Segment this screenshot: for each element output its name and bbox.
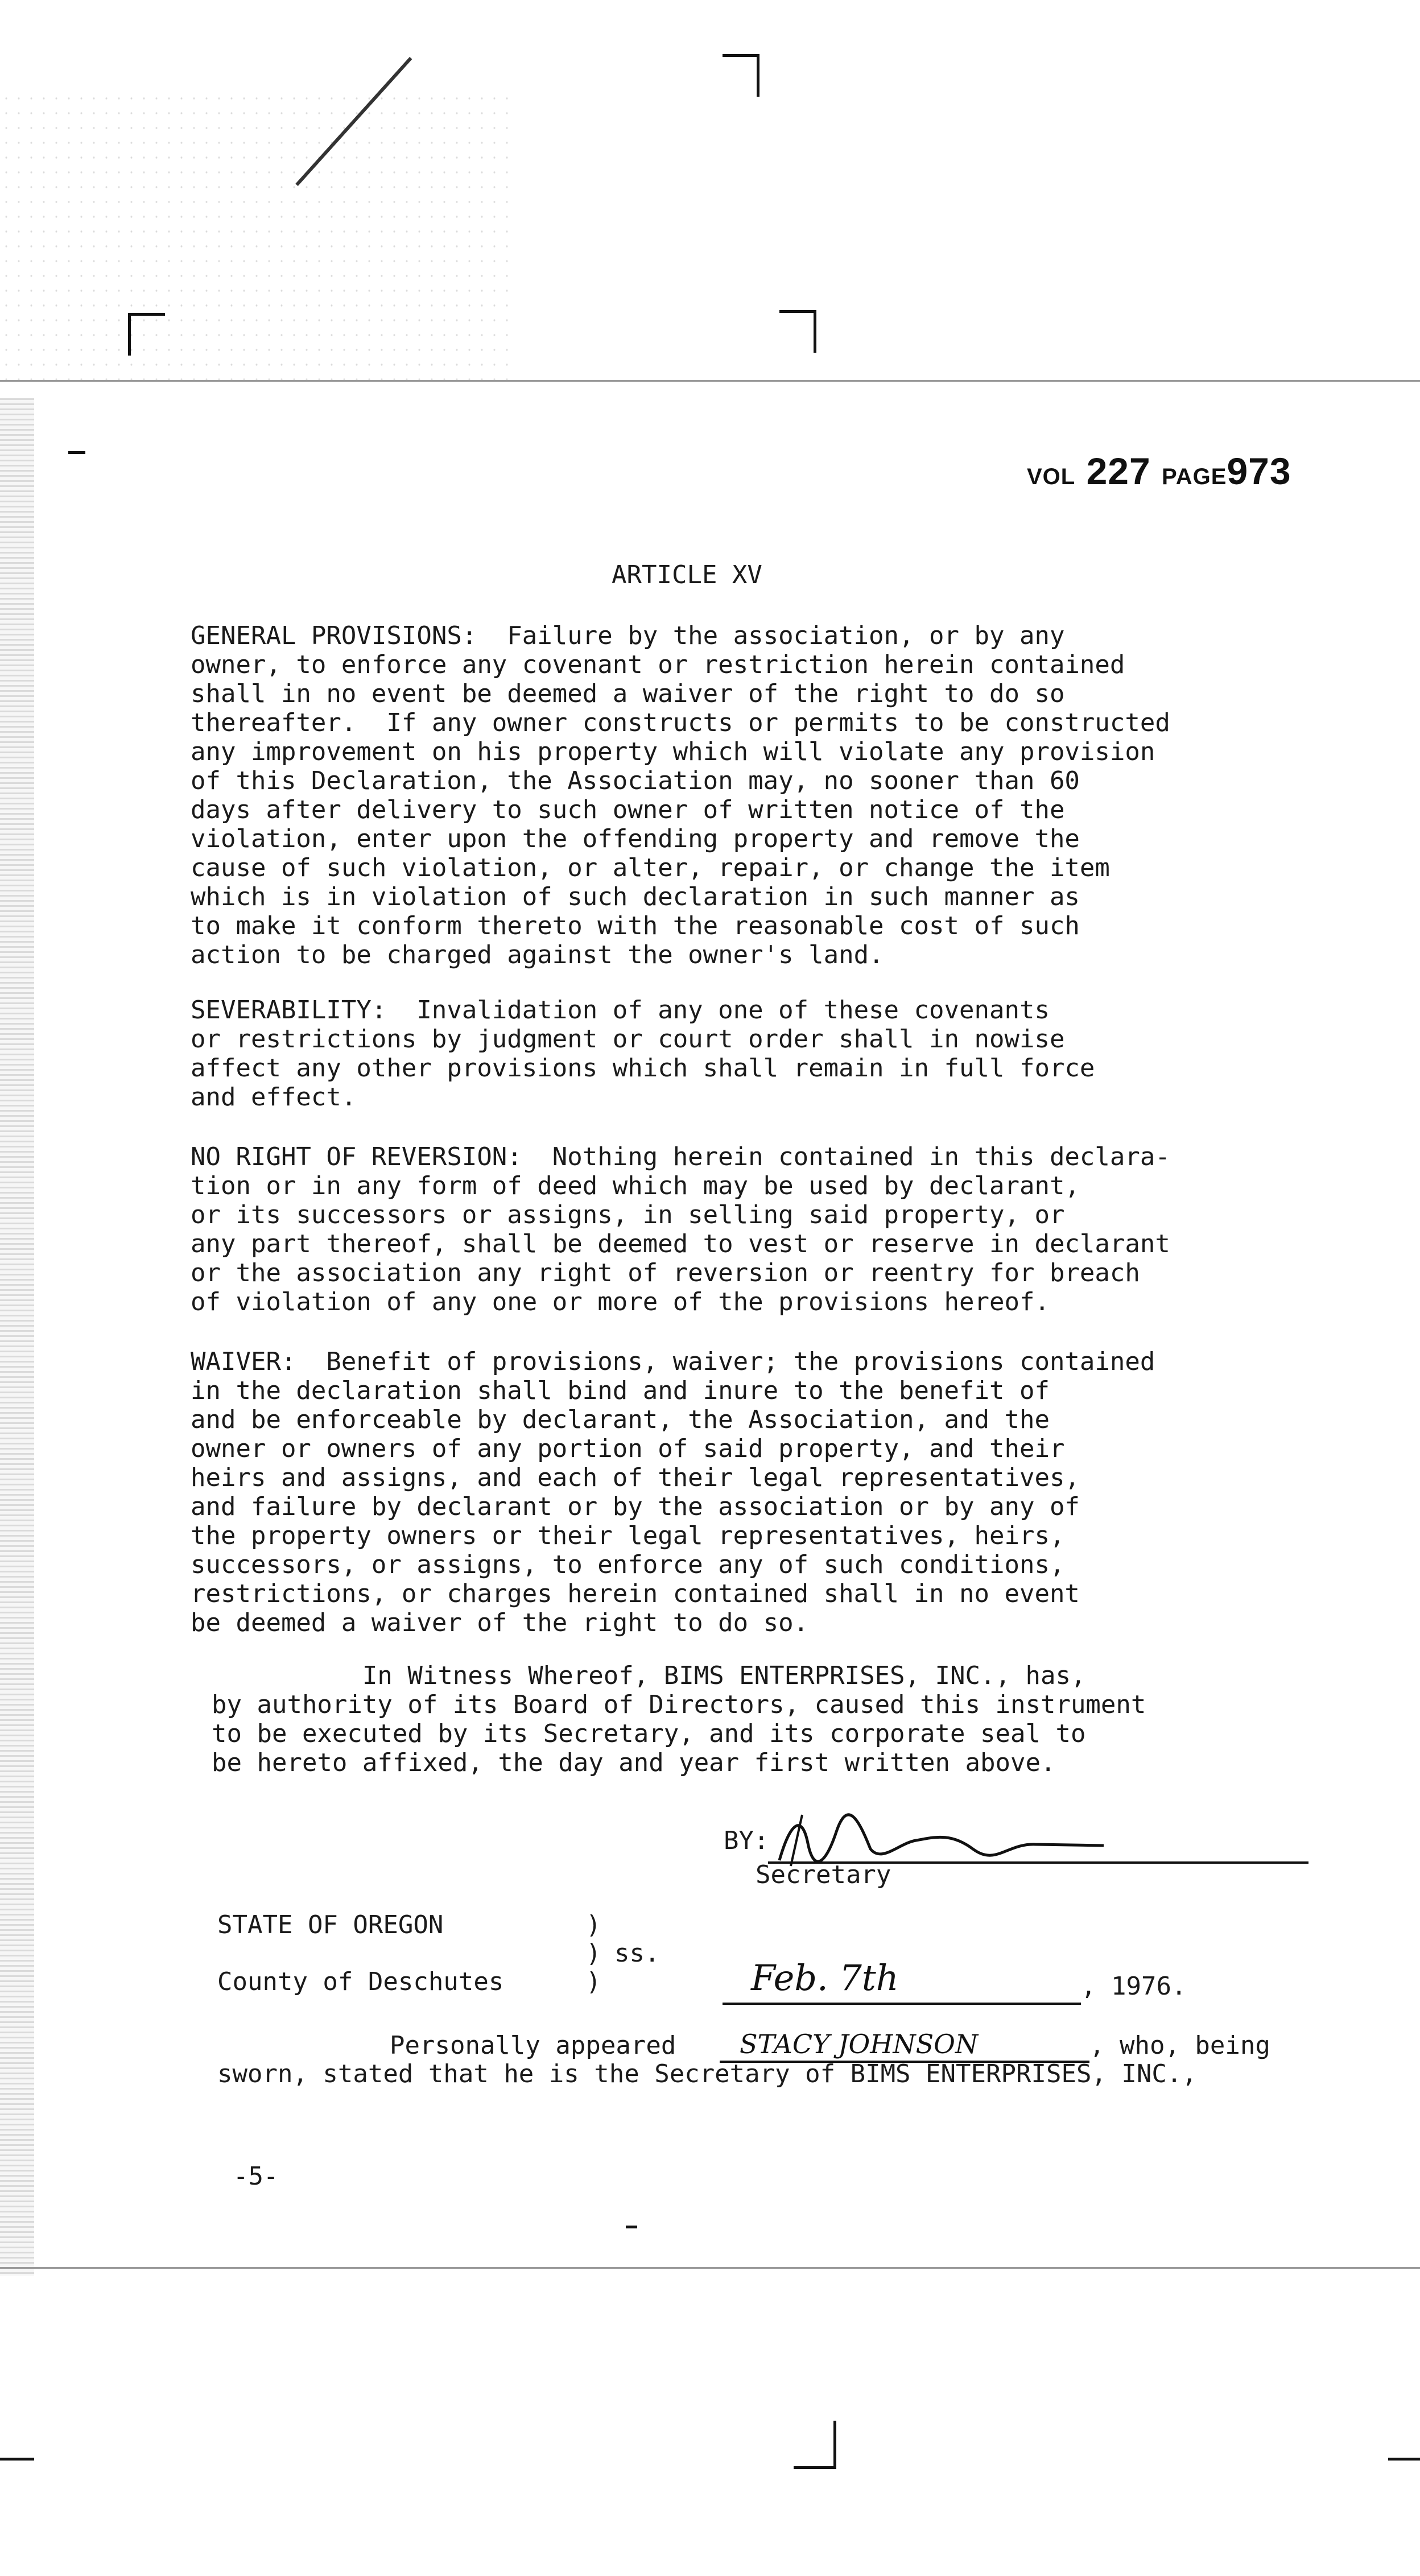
scan-line-top [0,380,1420,382]
corner-mark-mid-right [779,310,816,353]
scan-dash [68,451,85,454]
corner-mark-top-right [723,54,759,97]
appeared-prefix: Personally appeared [390,2031,676,2060]
bracket-2: ) [586,1939,601,1968]
scan-speckle [0,91,512,387]
volume-page-stamp [1027,449,1291,493]
paragraph-no-right-of-reversion: NO RIGHT OF REVERSION: Nothing herein contained in this declara- tion or in any form of deed which may be used by declarant, or its successors or assigns, in selling said property, or any part thereof, shall be deemed to vest or reserve in declarant or the association any right of reversion or reentry for breach of violation of any one or more of the provisions hereof. [191,1142,1170,1316]
paragraph-severability: SEVERABILITY: Invalidation of any one of these covenants or restrictions by judgment or court order shall in nowise affect any other provisions which shall remain in full force and effect. [191,996,1095,1112]
notary-year: , 1976. [1081,1972,1187,2001]
sworn-line: sworn, stated that he is the Secretary of BIMS ENTERPRISES, INC., [217,2059,1197,2088]
paragraph-waiver: WAIVER: Benefit of provisions, waiver; the provisions contained in the declaration shall bind and inure to the benefit of and be enforceable by declarant, the Association, and the owner or owners of any portion of said property, and their heirs and assigns, and each of their legal representatives, and failure by declarant or by the association or by any of the property owners or their legal representatives, heirs, successors, or assigns, to enforce any of such conditions, restrictions, or charges herein contained shall in no event be deemed a waiver of the right to do so. [191,1347,1155,1637]
bracket-1: ) [586,1910,601,1939]
vol-label: VOL [1027,464,1076,489]
page-label: PAGE [1162,464,1227,489]
bracket-3: ) [586,1967,601,1996]
scan-left-edge [0,398,34,2276]
by-label: BY: [724,1826,769,1855]
scan-dash-3 [0,2458,34,2461]
corner-mark-mid-left [128,313,165,356]
signature-title: Secretary [756,1860,891,1889]
page-footer-number: -5- [233,2162,279,2191]
appeared-name-handwritten: STACY JOHNSON [740,2029,979,2059]
scan-dash-2 [626,2226,637,2228]
paragraph-general-provisions: GENERAL PROVISIONS: Failure by the association, or by any owner, to enforce any covenant or restriction herein contained shall in no event be deemed a waiver of the right to do so thereafter. If any owner constructs or permits to be constructed any improvement on his property which will violate any provision of this Declaration, the Association may, no sooner than 60 days after delivery to such owner of written notice of the violation, enter upon the offending property and remove the cause of such violation, or alter, repair, or change the item which is in violation of such declaration in such manner as to make it conform thereto with the reasonable cost of such action to be charged against the owner's land. [191,621,1170,969]
notary-state: STATE OF OREGON [217,1910,444,1939]
corner-mark-bottom [794,2421,836,2469]
paragraph-witness: In Witness Whereof, BIMS ENTERPRISES, INC., has, by authority of its Board of Directors, caused this instrument to be executed by its Secretary, and its corporate seal to be hereto affixed, the day and year first written above. [212,1661,1146,1777]
scan-dash-4 [1388,2458,1420,2461]
notary-date-handwritten: Feb. 7th [751,1957,899,1999]
date-blank-line [723,2003,1081,2005]
appeared-suffix: , who, being [1089,2031,1270,2060]
article-title: ARTICLE XV [612,560,762,589]
vol-number: 227 [1086,450,1151,492]
notary-ss: ss. [614,1939,660,1968]
page-number-stamp: 973 [1227,450,1291,492]
notary-county: County of Deschutes [217,1967,504,1996]
scan-line-bottom [0,2267,1420,2269]
